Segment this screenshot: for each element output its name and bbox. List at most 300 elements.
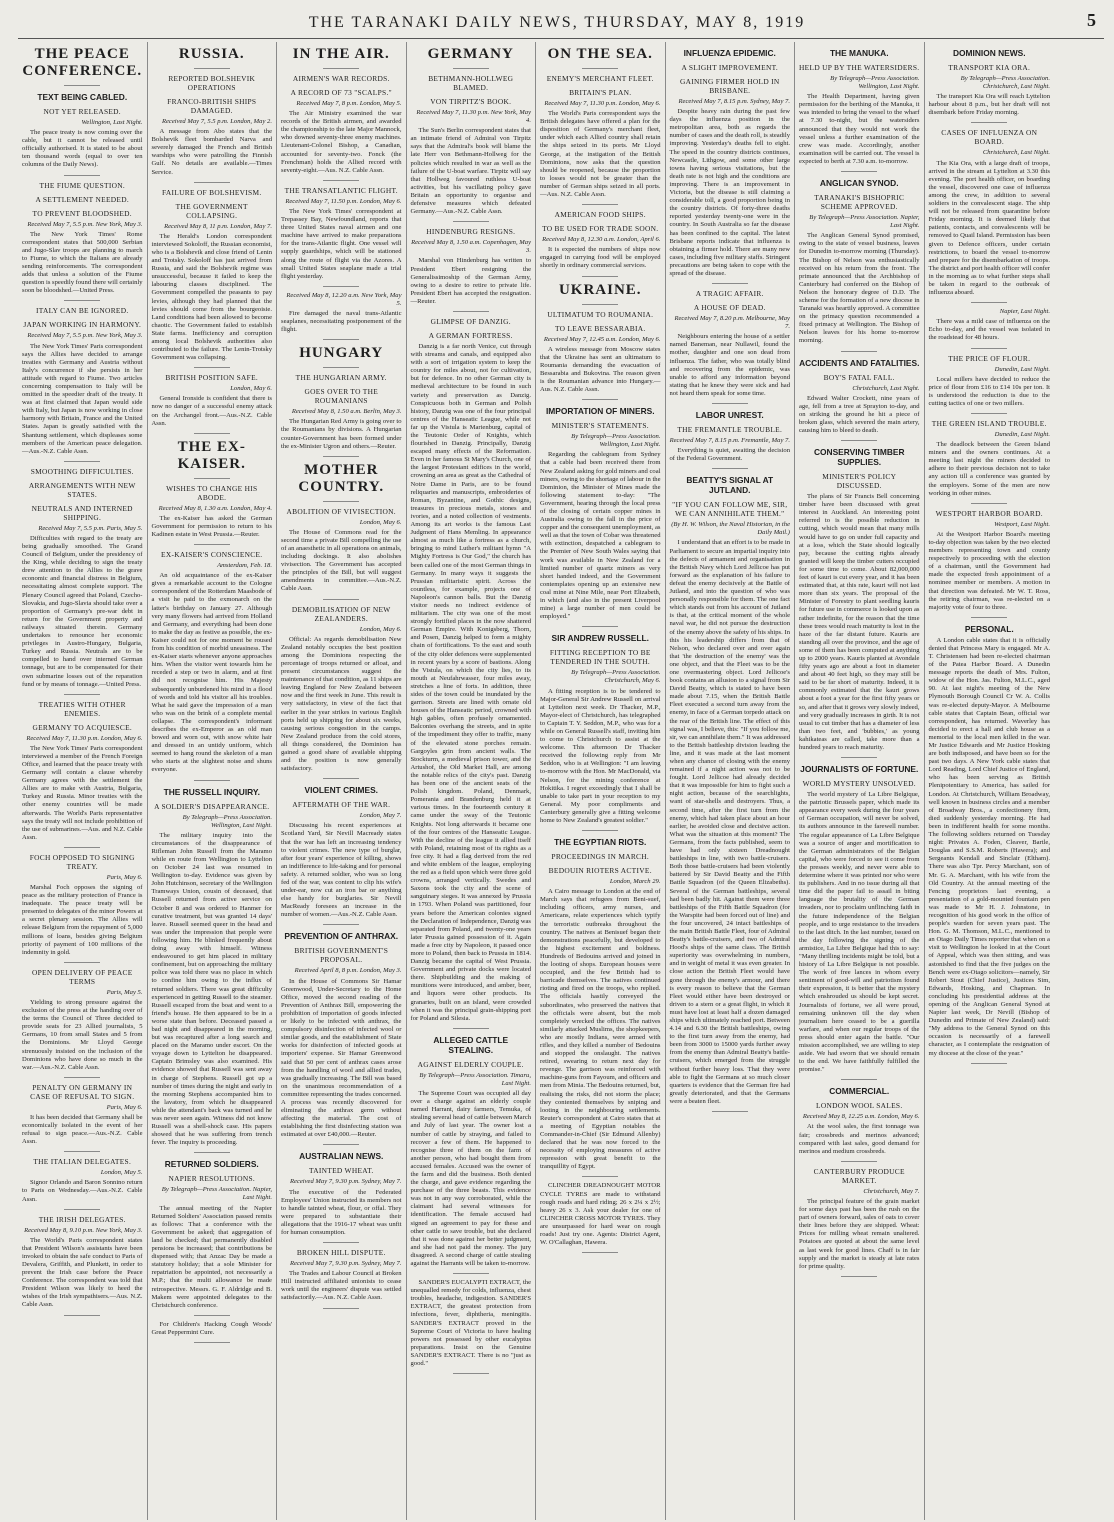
article xyxy=(411,331,532,1023)
article-heading: THE RUSSELL INQUIRY. xyxy=(163,786,260,797)
article-dateline: By Telegraph—Press Association. Wellington, Last Night. xyxy=(182,813,272,829)
article xyxy=(670,410,791,420)
article-separator xyxy=(971,503,1007,504)
article xyxy=(929,354,1051,408)
article-heading: GERMANY TO ACQUIESCE. xyxy=(32,722,133,732)
article xyxy=(929,48,1051,58)
article-heading: THE MANUKA. xyxy=(829,48,889,58)
article-heading: ITALY CAN BE IGNORED. xyxy=(35,306,129,316)
article-heading: SIR ANDREW RUSSELL. xyxy=(551,633,649,644)
article-heading: FRANCO-BRITISH SHIPS DAMAGED. xyxy=(167,97,257,115)
article xyxy=(670,303,791,398)
article-body: Discussing his recent experiences at Scotland Yard, Sir Nevill Macready states that the war has left an increasing tendency to violent crimes. The new type of burglar, after four years' experience of killing, shows an indifference to life-taking and for personal safety. A returned soldier, who was so long fed of the war, was content to clip his wife's under-ear, now cut an iron bar or anything else handy for burglaries. Sir Nevill MacReady foresees an increase in the number of women.—Aus.-N.Z. Cable Assn. xyxy=(281,822,402,919)
column-5 xyxy=(536,42,666,1520)
article-body: In the House of Commons Sir Hamar Greenwood, Under-Secretary to the Home Office, moved the second reading of the Prevention of Anthrax Bill, empowering the prohibition of importation of goods infected or likely to be infected with anthrax, the compulsory disinfection of infected wool or similar goods, and the establishment of State works for disinfection of infected goods at importers' expense. Sir Hamar Greenwood said that 50 per cent of anthrax cases arose from the handling of wool and allied trades, was gradually increasing. The Bill was based on the unanimous recommendation of a committee representing the trades concerned. A process was recently discovered for eliminating the anthrax germ without affecting the material. The cost of establishing the first disinfecting station was estimated at over £40,000.—Reuter. xyxy=(281,977,402,1139)
article-body: I understand that an effort is to be made in Parliament to secure an impartial inquiry into the defects of armament and organisation in the British Navy which Lord Jellicoe has put forward as the explanation of his failure to defeat the enemy decisively at the Battle of Jutland, and into the question of who was personally responsible for them. The one fact which stands out from his account of Jutland is that, at the critical moment of the whole naval war, he did not pursue the destruction of the enemy above the safety of his ships. In this his leadership differs from that of Nelson, who declared over and over again that 'the destruction of the enemy' was the one object, and that the Fleet was to be the one overmastering object. Lord Jellicoe's book contains an allusion to a signal from Sir David Beatty, which is stated to have been made about 7.15, when the British Battle Fleet executed a second turn away from the enemy, in face of a German torpedo attack on the rear of the British line. The effect of this signal was, I believe, this: "If you follow me, sir, we can annihilate them." It was addressed to the British battleship division leading the line, and it was made at the last moment when any chance of closing with the enemy remained if a night action was not to be fought. Lord Jellicoe had already decided that it was impossible for him to fight such a night action, because of the searchlights, want of star-shells and destroyers. Thus, a second time, after the first turn from the enemy, which had taken place about an hour earlier, he avoided close and decisive action. What was the situation at this moment? The Germans, from the facts published, seem to have had only sixteen Dreadnought battleships in line, with two battle-cruisers. Both those battle-cruisers had been violently battered by Sir David Beatty and the Fifth Battle Squadron (of the Queen Elizabeths). Several of the German battleships, several had been badly hit. Against them were three battleships of the Fifth Battle Squadron (for the Warspite had been forced out of line) and the four uncovered, 24 intact battleships of the main British Battle Fleet, four of Admiral Beatty's battle-cruisers, and two of Admiral Hood's ships of the same class. The British superiority was overwhelming in numbers, and in weight of metal it was even greater. In close action the British Fleet would have gone through the enemy's armour, and there is every reason to believe that the German Fleet would either have been destroyed or driven to a stern or a great flight, in which it must have lost at least half a dozen damaged ships which ultimately reached port. Between 4.14 and 6.30 the British battleships, owing to the first turn away from the enemy, had been from 3000 to 15000 yards further away from the enemy than Admiral Beatty's battle-cruisers, which emerged from the struggle without further heavy loss. That they were able to fight the Germans at so much closer quarters is evidence that the German fire had greatly deteriorated, and that the Germans were a beaten fleet. xyxy=(669,539,790,1105)
article-heading: PERSONAL. xyxy=(964,623,1014,634)
article xyxy=(540,282,661,299)
article-separator xyxy=(453,68,489,69)
article xyxy=(22,107,143,170)
article-body: A message from Abo states that the Bolshevik fleet bombarded Narva and severely damaged the French and British warships who were patrolling the Finnish Gulf. No details are available.—Times Service. xyxy=(151,128,272,176)
article xyxy=(22,504,143,689)
article-body: The World's Paris correspondent says the British delegates have offered a plan for the disposition of Germany's merchant fleet, under which each Allied country shall retain the ships seized in its ports. Mr Lloyd George, at the instigation of the British Dominions, now asks that the question should be reopened, because the proportion to losses would not be greater than the number of German ships seized in all ports.—Aus. N.Z. Cable Assn. xyxy=(540,110,661,199)
article-heading: NAPIER RESOLUTIONS. xyxy=(168,1174,256,1184)
article-separator xyxy=(971,1063,1007,1064)
article-separator xyxy=(453,1373,489,1374)
article xyxy=(152,373,273,427)
article xyxy=(411,74,532,92)
article xyxy=(670,63,791,72)
article xyxy=(540,1182,661,1247)
article-dateline: Paris, May 6. xyxy=(106,1103,143,1111)
article xyxy=(281,605,402,774)
article-heading: THE TRANSATLANTIC FLIGHT. xyxy=(284,185,398,195)
article-heading: A SOLDIER'S DISAPPEARANCE. xyxy=(154,801,270,811)
article xyxy=(799,358,920,368)
article-heading: BEDOUIN RIOTERS ACTIVE. xyxy=(548,866,652,876)
article-dateline: Received May 7, 12.45 a.m. London, May 6. xyxy=(543,335,661,343)
article xyxy=(540,866,661,1171)
article xyxy=(540,46,661,63)
article-heading: ARRANGEMENTS WITH NEW STATES. xyxy=(28,480,136,499)
article-separator xyxy=(712,468,748,469)
article-dateline: Received May 8, 12.30 a.m. London, April 6. xyxy=(542,236,661,244)
column-8 xyxy=(925,42,1055,1520)
article-body: The Health Department, having given permission for the berthing of the Manuka, it was intended to bring the vessel to the wharf at 7.30 to-night, but the watersiders announced that they would not work the vessel unless a further examination of the crew was made. Accordingly, another examination will be carried out. The vessel is expected to berth at 7.30 a.m. to-morrow. xyxy=(799,93,920,165)
article-heading: HUNGARY xyxy=(299,345,384,362)
article-heading: BOY'S FATAL FALL. xyxy=(823,372,895,382)
article-body: The Air Ministry examined the war records of the British airmen, and awarded the championship to the late Major Mannock, who downed seventy-three enemy machines. Lieutenant-Colonel Bishop, a Canadian, accounted for seventy-two. Fonck (the Frenchman) holds the Allied record with seventy-eight.—Aus. N.Z. Cable Assn. xyxy=(281,110,402,174)
article-dateline: Received May 7, 5.5 p.m. London, May 2. xyxy=(161,118,272,125)
article-separator xyxy=(582,626,618,627)
article-separator xyxy=(64,85,100,86)
article-separator xyxy=(453,311,489,312)
article-heading: JAPAN WORKING IN HARMONY. xyxy=(23,320,142,330)
article-heading: HELD UP BY THE WATERSIDERS. xyxy=(799,63,920,72)
article-heading: A GERMAN FORTRESS. xyxy=(428,330,513,340)
article xyxy=(281,1248,402,1302)
article-separator xyxy=(841,757,877,758)
article xyxy=(281,462,402,496)
article-separator xyxy=(841,1079,877,1080)
article-separator xyxy=(194,68,230,69)
article xyxy=(929,419,1051,498)
article-dateline: Received May 7, 11.30 p.m. London, May 6. xyxy=(26,734,143,742)
article xyxy=(540,74,661,83)
article-body: An old acquaintance of the ex-Kaiser gives a remarkable account to the Cologne correspondent of the Rotterdam Maasbode of a visit he paid to the exmonarch on the latter's birthday on January 27. Although very many flowers had arrived from Holland and Germany, and everything had been done to make the day as festive as possible, the ex-Kaiser could not for one moment be roused from his condition of morbid uneasiness. The ex-Kaiser starts whenever anyone approaches him. When the visitor went towards him he receded a step or two in alarm, and at first did not recognise him. His Majesty subsequently unburdened his mind in a flood of words and told his visitor all his troubles. What he said gave the impression of a man who was on the brink of a complete mental collapse. The correspondent's informant describes the ex-Emperor as an old man bowed and worn out, with snow white hair and dressed in an untidy uniform, which seemed to hang round the skeleton of a man who starts at the slightest noise and shuns everyone. xyxy=(151,572,272,774)
article-body: At the wool sales, the first tonnage was fair; crossbreds and merinos advanced; compared with last sales, good demand for merinos and medium crossbreds. xyxy=(799,1123,920,1155)
article-dateline: Paris, May 6. xyxy=(106,873,143,881)
article-heading: TEXT BEING CABLED. xyxy=(37,92,128,102)
article-body: The Supreme Court was occupied all day over a charge against an elderly couple named Harrant, dairy farmers, Temuka, of stealing several head of cattle between March and July of last year. The owner lost a number of cattle by straying, and failed to recover a few of them. He happened to recognise three of them on the farm of another person, who had bought them from accused females. Accused was the owner of the farm and did the business. Both denied the charge, and gave evidence regarding the purchase of the three beasts. This evidence was not in any way corroborated, while the claimant had several witnesses for identification. The female accused had signed an agreement to pay for these and other cattle to save trouble, but she declared that it was done against her better judgment, and she had not paid the money. The jury disagreed. A second charge of cattle stealing against the Harrants will be taken to-morrow. xyxy=(410,1090,531,1267)
article-heading: PREVENTION OF ANTHRAX. xyxy=(284,931,399,942)
article-separator xyxy=(194,544,230,545)
article-heading: BROKEN HILL DISPUTE. xyxy=(296,1248,386,1258)
article-heading: REPORTED BOLSHEVIK OPERATIONS xyxy=(168,74,256,92)
article-body: The deadlock between the Green Island miners and the owners continues. At a meeting last night the miners decided to adhere to their previous decision not to take any action till a conference was granted by the employers. Some of the men are now working in other mines. xyxy=(928,441,1050,497)
article-dateline: Received May 7, 5.5 p.m. New York, May 3. xyxy=(27,220,143,228)
article-heading: BETHMANN-HOLLWEG BLAMED. xyxy=(428,74,514,92)
article xyxy=(799,178,920,188)
column-4 xyxy=(407,42,537,1520)
article xyxy=(799,472,920,752)
article xyxy=(281,345,402,362)
article-dateline: Received May 7, 11.50 p.m. London, May 6. xyxy=(285,197,402,205)
article-heading: A TRAGIC AFFAIR. xyxy=(695,289,764,299)
article-separator xyxy=(971,348,1007,349)
article xyxy=(670,500,791,1106)
article-separator xyxy=(64,1151,100,1152)
article-heading: OPEN DELIVERY OF PEACE TERMS xyxy=(31,967,133,986)
article-separator xyxy=(194,780,230,781)
article xyxy=(799,373,920,436)
article xyxy=(540,324,661,395)
article-body: Everything is quiet, awaiting the decision of the Federal Government. xyxy=(669,447,790,463)
article-dateline: Westport, Last Night. xyxy=(994,520,1050,528)
article-body: A Cairo message to London at the end of March says that refugees from Beni-suef, including officers, army nurses, and Americans, relate experiences which typify the terroristic outbreaks throughout the country. The natives at Benisuef began their demonstrations peacefully, but developed to the highest excitement and boldness. Hundreds of Bedouins arrived and joined in the looting of shops. European houses were occupied, and the few British had to barricade themselves. The natives continued rioting and fired on the troops, who replied. The officials hastily conveyed the subordinates, who preserved the natives that the officials were absent, but the mob completely wrecked the offices. The natives similarly attacked Muslims, the shopkeepers, who are mostly Indians, were armed with rifles, and they killed a number of Bedouins and stopped the onslaught. The natives retired, swearing to return next day for revenge. The garrison was reinforced with machine-guns from Fayoum, and officers and men from Minia. The Bedouins returned, but, realising the risks, did not storm the place; they contented themselves by sniping and looting in the neighbouring settlements. Reuter's correspondent at Cairo states that at a meeting of Egyptian notables the Commander-in-Chief (Sir Edmund Allenby) declared that he was now forced to the necessity of employing measures of active repression with great benefit to the tranquillity of Egypt. xyxy=(540,888,661,1171)
article-dateline: Received May 8, 11 p.m. London, May 7. xyxy=(164,222,272,230)
article-separator xyxy=(64,300,100,301)
article-heading: FAILURE OF BOLSHEVISM. xyxy=(162,187,262,197)
article-separator xyxy=(582,276,618,277)
column-7 xyxy=(795,42,925,1520)
article-dateline: Received May 7, 8.15 p.m. Sydney, May 7. xyxy=(678,98,790,105)
article-heading: MOTHER COUNTRY. xyxy=(298,461,385,495)
article-heading: IN THE AIR. xyxy=(292,46,390,62)
article-dateline: Received May 7, 5.5 p.m. New York, May 3. xyxy=(27,332,143,340)
article xyxy=(799,1101,920,1155)
article xyxy=(22,467,143,476)
article-separator xyxy=(323,286,359,287)
article xyxy=(411,97,532,216)
article-heading: ALLEGED CATTLE STEALING. xyxy=(433,1034,509,1055)
article xyxy=(281,387,402,450)
article xyxy=(670,77,791,278)
article-heading: UKRAINE. xyxy=(558,281,642,298)
article-dateline: London, May 7. xyxy=(359,812,402,820)
article-body: The House of Commons read for the second time a private Bill compelling the use of an anaesthetic in all operations on animals, including dockings. It also abolishes vivisection. The Government has accepted the principles of the Bill, but will suggest amendments in committee.—Aus.-N.Z. Cable Assn. xyxy=(281,528,402,593)
article xyxy=(22,481,143,499)
article-body: Signor Orlando and Baron Sonnino return to Paris on Wednesday.—Aus.-N.Z. Cable Assn. xyxy=(22,1179,143,1203)
article xyxy=(281,46,402,63)
article xyxy=(281,1151,402,1161)
article-body: There was a mild case of influenza on the Echo to-day, and the vessel was isolated in the roadstead for 48 hours. xyxy=(928,318,1050,342)
article-body: For Children's Hacking Cough Woods' Great Peppermint Cure. xyxy=(151,1320,272,1336)
article-heading: GLIMPSE OF DANZIG. xyxy=(430,316,511,326)
article-separator xyxy=(194,1342,230,1343)
article-dateline: Received April 8, 8 p.m. London, May 3. xyxy=(294,967,402,975)
article xyxy=(540,648,661,825)
article xyxy=(152,1159,273,1169)
article-separator xyxy=(323,778,359,779)
article xyxy=(22,306,143,315)
article-body: Danzig is a far north Venice, cut through with streams and canals, and equipped also with a sort of irrigation system to keep the country for miles about, not for cultivation, but for defence. In no other German city is medieval architecture to be found in such variety and preservation as Danzig. Conspicuous both in German and Polish history, Danzig was one of the four principal centres of the Hanseatic League, while not far up the Vistula is Marienburg, capital of the Teutonic Order of Knights, which flourished in Danzig. Principally, Danzig escaped many effects of the Reformation. Even in her famous St Mary's Church, one of the largest Protestant edifices in the world, crowning an area as great as the Cathedral of Notre Dame in Paris, are to be found reliquaries and manuscripts, embroideries of Roman, Byzantine, and Gothic designs, treasures in precious metals, stones and ivories, and a noted collection of vestments. Among its art works is the famous Last Judgment of Hans Memling. In appearance almost as much like a fortress as a church, bringing to mind Luther's militant hymn "A Mighty Fortress is Our God," the church has been called one of the most German things in Germany. In many ways it suggests the Prussian militaristic spirit. Across the countless, for example, projects one of Napoleon's cannon balls. But the Danzig visitor needs no indirect evidence of militarism. The city was one of the most strongly fortified places in the now shattered German Empire. With Konigsberg, Thorn, and Posen, Danzig helped to form a mighty chain of fortifications. To the east and south of the city older defences were supplemented in recent years by a score of bastions. Along the Vistula, on which the city lies, to its mouth at Neufahrwasser, four miles away, stretches a line of forts. In addition, three sides of the town could be inundated by the garrison. Streets are lined with ornate old houses of the Hanseatic period, crowned with high gables, often profusely ornamented. Balconies overhang the streets, and in spite of the impediment they offer to traffic, many of the elevated stone porches remain. Gargoyles grin from ancient walls. The Stockturm, a medieval prison tower, and the Artushof, the Old Market Hall, are among the notable relics of the city's past. Danzig has been one of the ancient seats of the Polish kingdom. Poland, Denmark, Pomerania and Brandenburg held it at various times. In the fourteenth century it came under the sway of the Teutonic Knights. Not long afterwards it became one of the four centres of the Hanseatic League. With the decline of the league it allied itself with Poland, retaining most of its rights as a free city. It had a flag derived from the red and white emblem of the league, employing the red as a field upon which were three gold crowns, arranged vertically. Swedes and Saxons took the city and the scene of sanguinary sieges. It was annexed by Prussia in 1793. When Poland was partitioned, four years before the American colonies signed the Declaration of Independence, Danzig was separated from Poland, and twenty-one years later Prussia gained possession of it. Again made a free city by Napoleon, it passed once more to Poland, then back to Prussia in 1814. Danzig became the capital of West Prussia. Government and private docks were located there. Shipbuilding and the making of munitions were introduced, and amber, beer, and liquors were other products. Its granaries, built on an island, were crowded when it was the principal grain-shipping port for Poland and Silesia. xyxy=(410,342,531,1022)
article-dateline: Received May 7, 9.30 p.m. Sydney, May 7. xyxy=(289,1178,402,1186)
article-heading: NOT YET RELEASED. xyxy=(43,107,121,116)
article xyxy=(540,406,661,416)
article-heading: BRITISH GOVERNMENT'S PROPOSAL. xyxy=(294,946,389,965)
article-body: CLINCHER DREADNOUGHT MOTOR CYCLE TYRES are made to withstand rough roads and hard riding; 26 x 2¼ x 2½; heavy 26 x 3. Ask your dealer for one of CLINCHER CROSS MOTOR TYRES. They are unsurpassed for hard wear on rough roads! Just try one. Agents: District Agent, W. O'Callaghan, Hawera. xyxy=(540,1182,661,1247)
article-heading: COMMERCIAL. xyxy=(829,1086,890,1097)
article-dateline: Dunedin, Last Night. xyxy=(994,431,1050,438)
article-separator xyxy=(323,1308,359,1309)
article-body: Despite heavy rain during the past few days the influenza position in the metropolitan area, both as regards the number of cases and the death roll, is steadily improving. Yesterday's deaths fell to eight. The speed in the country districts continues, Newcastle, Lithgow, and some other large towns having serious visitations, but the death rate is not high and the conditions are improving. There is an improvement in Victoria, but the disease is still claiming a considerable toll, a good proportion being in the country districts. Of forty-three deaths reported yesterday twenty-one were in the country. In South Australia so far the disease has been confined to the capital. The latest Brisbane reports indicate that influenza is obtaining a firmer hold. There are many new cases, including five military staffs. Stringent precautions are being taken to cope with the spread of the disease. xyxy=(669,108,790,277)
article-dateline: Received May 8, 1.50 a.m. Berlin, May 3. xyxy=(291,408,402,416)
article-heading: EX-KAISER'S CONSCIENCE. xyxy=(161,550,263,560)
article xyxy=(799,1086,920,1096)
article-heading: JOURNALISTS OF FORTUNE. xyxy=(800,764,919,775)
article xyxy=(152,74,273,92)
article xyxy=(411,227,532,306)
article xyxy=(799,63,920,166)
article-heading: AMERICAN FOOD SHIPS. xyxy=(554,210,646,220)
article xyxy=(411,46,532,63)
article-separator xyxy=(841,351,877,352)
article-body: The New York Times' Paris correspondent interviewed a member of the French Foreign Office, and learned that the peace treaty with Germany will contain a clause whereby Germany agrees with the settlement the Allies are to make with Austria, Bulgaria, Turkey and Russia. Minor treaties with the other enemy countries will be made afterwards. The World's Paris representative says the treaty will not include prohibition of the use of submarines.—Aus. and N.Z. Cable Assn. xyxy=(22,744,143,841)
article-dateline: Received May 8, 12.25 a.m. London, May 6. xyxy=(802,1113,920,1121)
article-separator xyxy=(64,694,100,695)
article-heading: THE GREEN ISLAND TROUBLE. xyxy=(931,419,1047,428)
article-dateline: Amsterdam, Feb. 18. xyxy=(217,562,272,570)
article-separator xyxy=(194,433,230,434)
article-heading: ANGLICAN SYNOD. xyxy=(819,178,899,189)
article-dateline: By Telegraph—Press Association. Timaru, Last Night. xyxy=(419,1071,531,1087)
article-heading: BEATTY'S SIGNAL AT JUTLAND. xyxy=(686,475,774,496)
article-separator xyxy=(841,440,877,441)
article-separator xyxy=(323,924,359,925)
article-dateline: By Telegraph—Press Association. Napier, Last Night. xyxy=(161,1186,272,1202)
article-heading: FITTING RECEPTION TO BE TENDERED IN THE SOUTH. xyxy=(549,648,651,667)
article-body: General Ironside is confident that there is now no danger of a successful enemy attack on the Archangel front.—Aus.-N.Z. Cable Assn. xyxy=(151,395,272,427)
article-heading: RUSSIA. xyxy=(178,46,245,62)
article-body: Official: As regards demobilisation New Zealand notably occupies the best position among the Dominions respecting the percentage of troops returned or afloat, and present circumstances suggest the maintenance of that condition, as 11 ships are leaving England for New Zealand between now and the first week in June. This result is very satisfactory, in view of the fact that earlier in the year strikes in various English ports held up shipping for about six weeks, causing serious congestion in the camps. New Zealand produce from the cold stores, all things considered, the Dominion has gained a good share of available shipping and the position is now generally satisfactory. xyxy=(281,635,402,773)
article-dateline: Christchurch, Last Night. xyxy=(852,384,920,392)
article-heading: WESTPORT HARBOR BOARD. xyxy=(935,508,1043,518)
article-body: Local millers have decided to reduce the price of flour from £16 to £14 10s per ton. It is understood the reduction is due to the cutting tactics of one or two millers. xyxy=(928,375,1050,407)
article-heading: ULTIMATUM TO ROUMANIA. xyxy=(547,309,654,319)
article-separator xyxy=(194,367,230,368)
article-separator xyxy=(582,304,618,305)
article-body: The Anglican General Synod promised, owing to the state of vessel business, leaves for Dunedin to-morrow morning (Thursday). The Bishop of Nelson was enthusiastically received on his return from the front. The primate announced that the Archbishop of Canterbury had conferred on the Bishop of Nelson the honorary degree of D.D. The scheme for the formation of a new diocese in Taranaki was heartily approved. A committee on the primacy question recommended a fixed primacy at Wellington. The Bishop of Nelson leaves for his home to-morrow morning. xyxy=(799,232,920,345)
article xyxy=(540,310,661,319)
article-body: At the Westport Harbor Board's meeting to-day objection was taken by the two elected members representing town and county respectively to proceeding with the election of a chairman, until the Government had made the expected fresh appointment of a nominee member or members. A motion in that direction was defeated. Mr W. T. Ross, the retiring chairman, was re-elected on a majority vote of four to three. xyxy=(928,530,1050,611)
article-heading: TO PREVENT BLOODSHED. xyxy=(32,208,132,218)
article xyxy=(411,317,532,326)
article-dateline: By Telegraph—Press Association. Christchurch, May 6. xyxy=(571,669,661,685)
article-heading: MINISTER'S STATEMENTS. xyxy=(551,421,649,431)
article-heading: FOCH OPPOSED TO SIGNING TREATY. xyxy=(29,852,135,871)
article-heading: ON THE SEA. xyxy=(547,46,653,62)
article-separator xyxy=(64,175,100,176)
article-heading: THE ITALIAN DELEGATES. xyxy=(33,1157,132,1167)
article-separator xyxy=(323,68,359,69)
article xyxy=(281,186,402,281)
article-separator xyxy=(453,1273,489,1274)
article-dateline: Paris, May 5. xyxy=(106,988,143,996)
article-separator xyxy=(323,367,359,368)
article xyxy=(411,1279,532,1368)
article xyxy=(281,88,402,175)
article-heading: THE FIUME QUESTION. xyxy=(39,180,126,190)
article-heading: TO BE USED FOR TRADE SOON. xyxy=(542,224,659,234)
article-heading: "IF YOU CAN FOLLOW ME, SIR, WE CAN ANNIHILATE THEM." xyxy=(672,500,788,519)
article-body: The plans of Sir Francis Bell concerning timber have been discussed with great interest in Auckland. An interesting point referred to is the possible reduction in cutting, which would mean that many mills would have to go on under full capacity and at a loss, which the State should logically pay, because the cutting rights already granted will keep the timber cutters occupied for some time to come. About 82,000,000 feet of kauri is cut every year, and it has been estimated that, at this rate, kauri will not last more than six years. The proposal of the Minister of Forestry to plant seedling kauris for future use in commerce is looked upon as rather indefinite, for the reason that the time these trees would reach maturity is lost in the haze of the far distant future. Kauris are standing all over the province, and the age of some of them has been computed at anything up to 2000 years. Kauris planted at Avondale fifty years ago are about a foot in diameter and about 40 feet high, so they may still be said to be far short of maturity. Indeed, it is commonly estimated that the kauri grows about a foot a year for the first fifty years or so, and after that it grows very slowly indeed, and very gradually increases in girth. It is not usual to cut timber that has a diameter of less than two feet, and 'bubbies,' as young kahikateas are called, take more than a hundred years to reach maturity. xyxy=(799,493,920,751)
article-heading: TRANSPORT KIA ORA. xyxy=(948,63,1031,72)
article-heading: A HOUSE OF DEAD. xyxy=(693,303,766,313)
article-dateline: Received May 8, 1.50 a.m. Copenhagen, May 3. xyxy=(411,239,531,255)
column-2 xyxy=(148,42,278,1520)
article-heading: AFTERMATH OF THE WAR. xyxy=(292,800,391,810)
article xyxy=(22,209,143,296)
article xyxy=(799,1167,920,1271)
article-body: The transport Kia Ora will reach Lyttelton harbour about 8 p.m., but her draft will not disembark before Friday morning. xyxy=(928,93,1050,117)
article-heading: A SLIGHT IMPROVEMENT. xyxy=(681,63,779,72)
article-separator xyxy=(323,339,359,340)
article-dateline: London, March 29. xyxy=(609,878,661,886)
article-heading: NEUTRALS AND INTERNED SHIPPING. xyxy=(31,503,133,522)
article xyxy=(540,210,661,219)
article xyxy=(281,292,402,334)
article xyxy=(22,46,143,80)
article-body: A wireless message from Moscow states that the Ukraine has sent an ultimatum to Roumania demanding the evacuation of Bessarabia and Bukovina. The reason given is the Roumanian advance into Hungary.—Aus. N.Z. Cable Assn. xyxy=(540,345,661,394)
article-dateline: Received May 7, 8.15 p.m. Fremantle, May 7. xyxy=(669,437,790,444)
article xyxy=(22,853,143,957)
article-body: The ex-Kaiser has asked the German Government for permission to return to his Kadinen estate in West Prussia.—Reuter. xyxy=(151,514,272,538)
article-dateline: Received May 7, 8 p.m. London, May 5. xyxy=(296,100,402,107)
article xyxy=(22,195,143,204)
article-body: It has been decided that Germany shall be economically isolated in the event of her refusal to sign peace.—Aus.-N.Z. Cable Assn. xyxy=(22,1113,143,1146)
article-body: Edward Walter Crockett, nine years of age, fell from a tree at Sprayton to-day, and on striking the ground he hit a piece of broken glass, which severed the main artery, causing him to bleed to death. xyxy=(799,394,920,434)
article xyxy=(540,224,661,270)
article xyxy=(22,723,143,842)
column-1 xyxy=(18,42,148,1520)
masthead-rule xyxy=(18,38,1104,39)
article xyxy=(281,74,402,83)
article-heading: PROCEEDINGS IN MARCH. xyxy=(551,852,650,862)
article-heading: CANTERBURY PRODUCE MARKET. xyxy=(813,1166,905,1185)
article-dateline: By Telegraph—Press Association. Napier, Last Night. xyxy=(809,214,920,230)
article-dateline: By Telegraph—Press Association. Wellington, Last Night. xyxy=(571,433,661,449)
article-dateline: Received May 7, 11.30 p.m. London, May 6. xyxy=(544,100,661,107)
article xyxy=(22,968,143,1072)
article xyxy=(152,550,273,774)
article-body: The military inquiry into the circumstances of the disappearance of Rifleman John Russell from the Maramo while en route from Wellington to Lyttelton on October 24 last was resumed in Wellington to-day. Evidence was given by John Hutchinson, secretary of the Wellington Tramways Union, cousin of deceased, that Russell returned from active service on October 8 and was ordered to Hanmer for curative treatment, but was granted 14 days' leave. Russell seemed queer in the head and was under the impression that people were following him. He blinked frequently about doing away with himself. Witness endeavoured to get him placed in military confinement, but on approaching the military police was told there was no place in which to confine him owing to the influx of returned soldiers. There was great difficulty experienced in getting Russell to the steamer. Russell escaped from the boat and went to a friend's house. He then appeared to be in a worse state than before. Deceased passed a bad night and disappeared in the morning, but was recaptured after a long search and placed on the Maramo under escort. On the voyage down to Lyttelton he disappeared. Captain Brimsley was also examined. His evidence showed that Russell was sent away in charge of Stephens. Russell got up a number of times during the night and early in the morning Stephens accompanied him to the lavatory, from which he disappeared while the attendant's back was turned and he was never seen again. Witness did not know Russell was a shell-shock case. His papers showed that he was suffering from trench fever. The inquiry is proceeding. xyxy=(151,831,272,1147)
article xyxy=(281,946,402,1139)
article xyxy=(152,202,273,363)
article-heading: LONDON WOOL SALES. xyxy=(816,1101,903,1111)
article-heading: A SETTLEMENT NEEDED. xyxy=(35,194,129,204)
article xyxy=(152,802,273,1148)
page-number: 5 xyxy=(1087,10,1096,30)
article-heading: GOES OVER TO THE ROUMANIANS xyxy=(304,387,379,406)
article-separator xyxy=(323,1144,359,1145)
article-body: The Hungarian Red Army is going over to the Roumanians by divisions. A Hungarian counter-Government has been formed under the ex-Minister Ugron and others.—Reuter. xyxy=(281,418,402,450)
article xyxy=(152,1174,273,1309)
article-heading: INFLUENZA EPIDEMIC. xyxy=(683,48,776,58)
article-body: The peace treaty is now coming over the cable, but it cannot be released until officially authorised. It is stated to be about ten thousand words (equal to over ten columns of the Daily News). xyxy=(22,129,143,169)
article-separator xyxy=(582,1252,618,1253)
article-body: The Sun's Berlin correspondent states that an intimate friend of Admiral von Tirpitz says that the Admiral's book will blame the late Herr von Bethmann-Hollweg for the policies which resulted in war as well as the failure of the U-boat warfare. Tirpitz will say that Hollweg favoured ruthless U-boat activities, but his vacillating policy gave Britain an opportunity to organise and defensive measures which defeated Germany.—Aus.-N.Z. Cable Assn. xyxy=(410,127,531,216)
article-heading: VIOLENT CRIMES. xyxy=(304,785,379,796)
article-body: A fitting reception is to be tendered to Major-General Sir Andrew Russell on arrival at Lyttelton next week. Dr Thacker, M.P., Mayor-elect of Christchurch, has telegraphed to Captain T. Y. Seddon, M.P., who was for a while on General Russell's staff, inviting him to come to Christchurch to assist at the welcome. This afternoon Dr Thacker received the following reply from Mr Seddon, who is at Wellington: "I am leaving to-morrow with the Hon. Mr MacDonald, via Nelson, for the mining conference at Hokitika. I regret exceedingly that I shall be unable to take part in your reception to my General. My poor compliments and Canterbury generally give a fitting welcome home to New Zealand's greatest soldier." xyxy=(540,687,661,824)
masthead xyxy=(0,0,1114,40)
article-dateline: Received May 8, 1.30 a.m. London, May 4. xyxy=(158,504,272,512)
article xyxy=(799,447,920,467)
article xyxy=(152,439,273,473)
article xyxy=(22,1083,143,1146)
article-separator xyxy=(64,1315,100,1316)
article-separator xyxy=(194,182,230,183)
article xyxy=(281,931,402,941)
article-separator xyxy=(194,478,230,479)
article-separator xyxy=(582,68,618,69)
article-dateline: Received May 7, 8.20 p.m. Melbourne, May 7. xyxy=(674,315,790,331)
article xyxy=(670,425,791,463)
article-separator xyxy=(582,399,618,400)
article-body: The New York Times' Rome correspondent states that 500,000 Serbian and Jugo-Slav troops are planning to march to Fiume, to which the Italians are already sending reinforcements. The correspondent adds that unless a solution of the Fiume question is speedily found there will certainly soon be bloodshed.—United Press. xyxy=(22,230,143,295)
article-separator xyxy=(971,122,1007,123)
article xyxy=(411,1060,532,1268)
article-body: The World's Paris correspondent states that President Wilson's assistants have been invoked to obtain the safe conduct to Paris of Devalera, Griffith, and Plunkett, in order to prevent the Irish case before the Peace Conference. The correspondent was told that President Wilson was likely to heed the wishes of the Irish sympathisers.—Aus. N.Z. Cable Assn. xyxy=(22,1236,143,1309)
article xyxy=(929,509,1051,612)
article-heading: THE PRICE OF FLOUR. xyxy=(948,353,1031,363)
article-heading: WISHES TO CHANGE HIS ABODE. xyxy=(166,483,258,502)
article-body: The world mystery of La Libre Belgique, the patriotic Brussels paper, which made its appearance every week during the four years of German occupation, will never be solved, its authors announce in the farewell number. The regular appearance of La Libre Belgique was a source of anger and mortification to the German administrators of the Belgian capital, who were forced to see it come from the presses weekly, and never were able to determine where it was printed nor who were its publishers. And in no issue during all that time did the paper fail to assail in biting language the brutality of the German invaders, nor to proclaim unflinching faith in the future independence of the Belgian people, and to urge resistance to the invaders to the last ditch. In the last number, issued on the day following the signing of the armistice, La Libre Belgique had this to say: "Many thrilling incidents might be told, but a history of La Libre Belgique is not possible. The work of free lances in whom every sentiment of good-will and patriotism found their expression, it is better that the mystery which enshrouded us should be kept secret. Journalists of fortune, we all were proud, remaining unknown till the day when journalism here ceased to be a guerilla warfare, and when our regular troops of the press should enter again the battle. "Our mission accomplished, we are willing to step aside. We had sworn that we should remain to the end. We have faithfully fulfilled the promise." xyxy=(799,791,920,1074)
article-dateline: Received May 7, 9.30 p.m. Sydney, May 7. xyxy=(289,1260,402,1268)
article-heading: GERMANY xyxy=(427,46,514,62)
article-separator xyxy=(64,1209,100,1210)
article-heading: THE EX-KAISER. xyxy=(177,438,246,472)
article-dateline: Received May 7, 11.30 p.m. New York, May 4. xyxy=(416,109,531,125)
article xyxy=(22,320,143,455)
article-separator xyxy=(64,461,100,462)
article xyxy=(929,308,1051,342)
article xyxy=(540,421,661,621)
article-body: SANDER'S EUCALYPTI EXTRACT, the unequalled remedy for colds, influenza, chest troubles, headache, indigestion. SANDER'S EXTRACT, the greatest protection from infections, fever, diphtheria, meningitis. SANDER'S EXTRACT proved in the Supreme Court of Victoria to have healing powers not possessed by other eucalyptus preparations. Insist on the Genuine SANDER'S EXTRACT. There is no "just as good." xyxy=(410,1279,531,1368)
article xyxy=(152,484,273,539)
article-dateline: Christchurch, Last Night. xyxy=(982,149,1050,157)
article-separator xyxy=(841,171,877,172)
newspaper-title: THE TARANAKI DAILY NEWS, THURSDAY, MAY 8, 1919 xyxy=(308,14,806,31)
article xyxy=(152,787,273,797)
article-dateline: Dunedin, Last Night. xyxy=(994,365,1050,373)
article-heading: LABOR UNREST. xyxy=(695,410,764,420)
article-separator xyxy=(453,1028,489,1029)
article xyxy=(281,507,402,594)
article-dateline: (By H. W. Wilson, the Naval Historian, in the Daily Mail.) xyxy=(671,521,790,537)
article-separator xyxy=(971,617,1007,618)
article-body: Neighbours entering the house of a settler named Baneman, near Nullawil, found the mother, daughter and one son dead from influenza. The father, who was totally blind and recovering from the epidemic, was unable to afford any information beyond stating that he knew they were sick and had not heard them speak for some time. xyxy=(669,333,790,397)
article-body: Marshal Foch opposes the signing of peace as the military protection of France is inadequate. The peace treaty will be presented to delegates of the minor Powers at a secret plenary session. The Allies will release Belgium from the repayment of 5,000 millions of loans, besides giving Belgium priority of payment of 100 millions of the indemnity in gold. xyxy=(22,884,143,956)
article-body: The principal feature of the grain market for some days past has been the rush on the part of owners forward, sales of oats to cover their lines before they are shipped. Wheat: Prices for milling wheat remain unaltered. Potatoes are quoted at about the same level as last week for good lines. Chaff is in fair supply and the market is steady at late rates for prime quality. xyxy=(799,1197,920,1270)
article xyxy=(22,181,143,190)
article-separator xyxy=(323,180,359,181)
article-separator xyxy=(582,830,618,831)
article-separator xyxy=(712,283,748,284)
column-6 xyxy=(666,42,796,1520)
article-body: The Kia Ora, with a large draft of troops, arrived in the stream at Lyttelton at 3.30 this evening. The port health officer, on boarding the vessel, discovered one case of influenza among the crew, in addition to several soldiers in the convalescent stage. The ship will not be released from quarantine before Friday morning. It is deemed likely that patients, contacts, and convalescents will be removed to Quail Island. Permission has been given to Defence officers, under certain restrictions, to board the vessel to-morrow and prepare for the disembarkation of troops. The district and port health officer will confer in the morning as to what further steps shall be taken in regard to the outbreak of influenza aboard. xyxy=(928,159,1050,297)
article-heading: A RECORD OF 73 "SCALPS." xyxy=(290,88,392,97)
article xyxy=(799,764,920,774)
article xyxy=(152,46,273,63)
article-separator xyxy=(323,1242,359,1243)
article-dateline: Received May 7, 5.5 p.m. Paris, May 5. xyxy=(38,524,143,532)
article-body: The Trades and Labour Council at Broken Hill instructed affiliated unionists to cease work until the engineers' dispute was settled satisfactorily.—Aus. N.Z. Cable Assn. xyxy=(281,1270,402,1302)
article-separator xyxy=(323,456,359,457)
article-heading: THE GOVERNMENT COLLAPSING. xyxy=(175,201,248,220)
article xyxy=(22,1157,143,1203)
article-body: The Herald's London correspondent interviewed Sokoloff, the Russian economist, who is a Bolshevik and close friend of Lenin and Trotsky. Sokoloff has just arrived from Russia, and said the Bolshevik regime was unsuccessful, because it failed to keep the labouring classes disciplined. The Government compelled the peasants to pay levies, although they had planned that the levies should come from the bourgeoisie. Land conditions had been allowed to become chaotic. The Government failed to establish State farms. Inefficiency and corruption among local Bolshevik authorities also contributed to the failure. The Lenin-Trotsky Government was collapsing. xyxy=(151,232,272,362)
